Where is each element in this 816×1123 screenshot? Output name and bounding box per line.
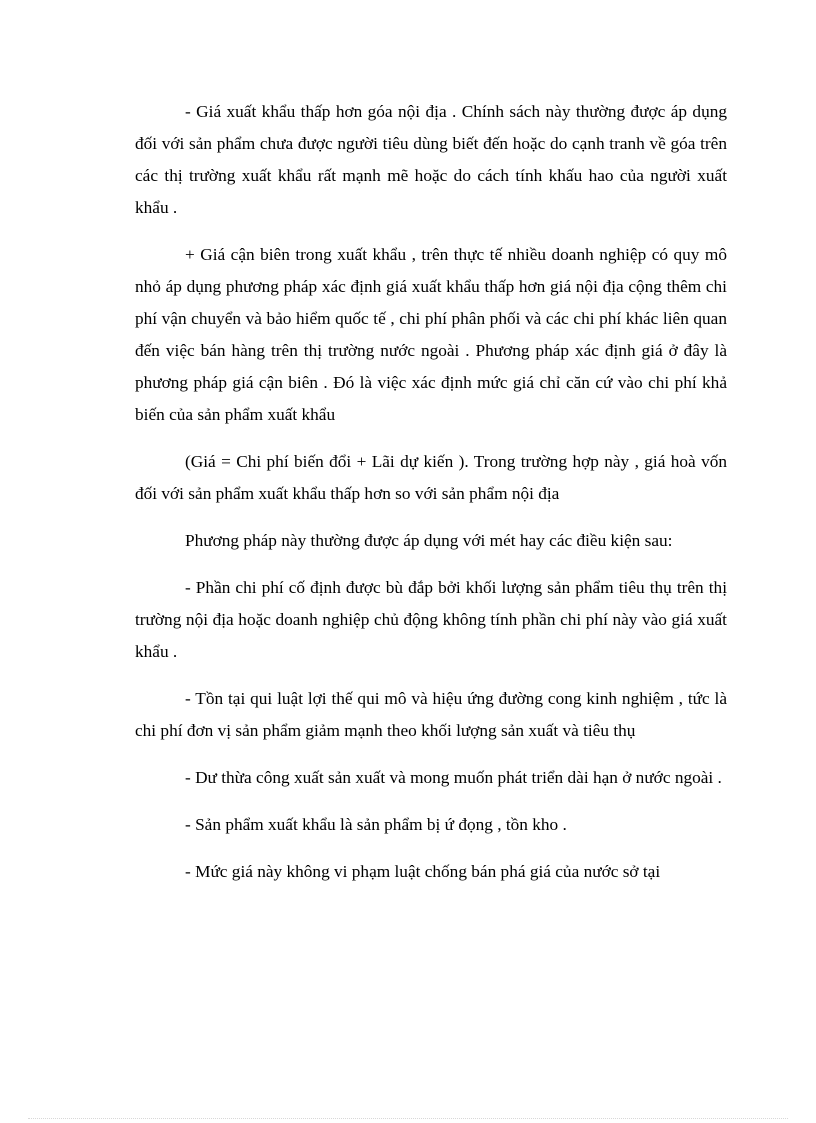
paragraph-conditions-intro: Phương pháp này thường được áp dụng với mét hay các điều kiện sau: bbox=[185, 531, 673, 550]
paragraph-marginal-pricing: + Giá cận biên trong xuất khẩu , trên thực tế nhiều doanh nghiệp có quy mô nhỏ áp dụng phương pháp xác định giá xuất khẩu thấp hơn giá nội địa cộng thêm chi phí vận chuyển và bảo hiểm quốc tế , chi phí phân phối và các chi phí khác liên quan đến việc bán hàng trên thị trường nước ngoài . Phương pháp xác định giá ở đây là phương pháp giá cận biên . Đó là việc xác định mức giá chỉ căn cứ vào chi phí khả biến của sản phẩm xuất khẩu bbox=[135, 245, 727, 424]
paragraph-inventory: - Sản phẩm xuất khẩu là sản phẩm bị ứ đọng , tồn kho . bbox=[185, 815, 567, 834]
paragraph-price-formula: (Giá = Chi phí biến đổi + Lãi dự kiến ). Trong trường hợp này , giá hoà vốn đối với sản phẩm xuất khẩu thấp hơn so với sản phẩm nội địa bbox=[135, 452, 727, 503]
page-bottom-divider bbox=[28, 1118, 788, 1119]
paragraph-excess-capacity: - Dư thừa công xuất sản xuất và mong muốn phát triển dài hạn ở nước ngoài . bbox=[185, 768, 722, 787]
paragraph-fixed-cost-condition: - Phần chi phí cố định được bù đắp bởi khối lượng sản phẩm tiêu thụ trên thị trường nội địa hoặc doanh nghiệp chủ động không tính phần chi phí này vào giá xuất khẩu . bbox=[135, 578, 727, 661]
paragraph-low-export-price: - Giá xuất khẩu thấp hơn góa nội địa . Chính sách này thường được áp dụng đối với sản phẩm chưa được người tiêu dùng biết đến hoặc do cạnh tranh về góa trên các thị trường xuất khẩu rất mạnh mẽ hoặc do cách tính khấu hao của người xuất khẩu . bbox=[135, 102, 727, 217]
paragraph-economies-of-scale: - Tồn tại qui luật lợi thế qui mô và hiệu ứng đường cong kinh nghiệm , tức là chi phí đơn vị sản phẩm giảm mạnh theo khối lượng sản xuất và tiêu thụ bbox=[135, 689, 727, 740]
document-page bbox=[135, 96, 727, 903]
paragraph-anti-dumping: - Mức giá này không vi phạm luật chống bán phá giá của nước sở tại bbox=[185, 862, 661, 881]
